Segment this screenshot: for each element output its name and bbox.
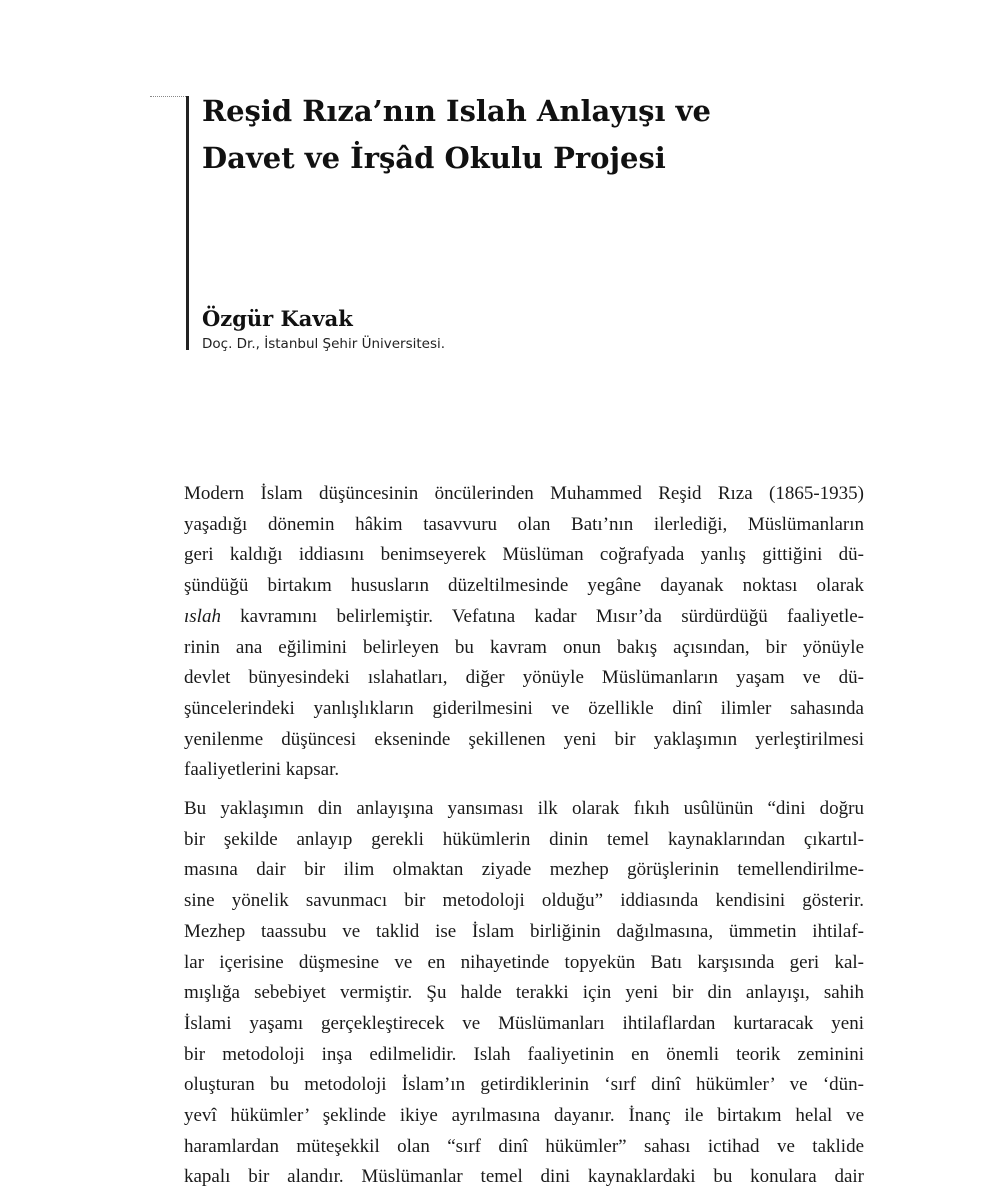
text-line: lar içerisine düşmesine ve en nihayetinde topyekün Batı karşısında geri kal- bbox=[184, 951, 864, 973]
text-fragment: kavramını belirlemiştir. Vefatına kadar Mısır’da sürdürdüğü faaliyetle- bbox=[220, 605, 864, 627]
text-line: bir metodoloji inşa edilmelidir. Islah faaliyetinin en önemli teorik zeminini bbox=[184, 1043, 864, 1065]
text-line: Bu yaklaşımın din anlayışına yansıması ilk olarak fıkıh usûlünün “dini doğru bbox=[184, 798, 864, 820]
text-line: haramlardan müteşekkil olan “sırf dinî hükümler” sahası ictihad ve taklide bbox=[184, 1135, 864, 1157]
text-line: masına dair bir ilim olmaktan ziyade mezhep görüşlerinin temellendirilme- bbox=[184, 859, 864, 881]
text-line: Modern İslam düşüncesinin öncülerinden Muhammed Reşid Rıza (1865-1935) bbox=[184, 483, 864, 504]
author-name: Özgür Kavak bbox=[202, 306, 353, 331]
text-line: bir şekilde anlayıp gerekli hükümlerin dinin temel kaynaklarından çıkartıl- bbox=[184, 828, 864, 850]
text-line: mışlığa sebebiyet vermiştir. Şu halde terakki için yeni bir din anlayışı, sahih bbox=[184, 982, 864, 1004]
article-title bbox=[202, 88, 842, 182]
title-side-rule bbox=[186, 96, 189, 350]
paragraph-1 bbox=[184, 479, 864, 786]
text-line: yaşadığı dönemin hâkim tasavvuru olan Batı’nın ilerlediği, Müslümanların bbox=[184, 513, 864, 535]
text-line: sine yönelik savunmacı bir metodoloji olduğu” iddiasında kendisini gösterir. bbox=[184, 890, 864, 912]
text-line: rinin ana eğilimini belirleyen bu kavram onun bakış açısından, bir yönüyle bbox=[184, 636, 864, 658]
text-line: yenilenme düşüncesi ekseninde şekillenen yeni bir yaklaşımın yerleştirilmesi bbox=[184, 728, 864, 750]
text-line: yevî hükümler’ şeklinde ikiye ayrılmasına dayanır. İnanç ile birtakım helal ve bbox=[184, 1105, 864, 1127]
text-line: şüncelerindeki yanlışlıkların giderilmesini ve özellikle dinî ilimler sahasında bbox=[184, 697, 864, 719]
title-line-1: Reşid Rıza’nın Islah Anlayışı ve bbox=[202, 94, 711, 128]
text-line: Mezhep taassubu ve taklid ise İslam birliğinin dağılmasına, ümmetin ihtilaf- bbox=[184, 920, 864, 942]
title-line-2: Davet ve İrşâd Okulu Projesi bbox=[202, 141, 666, 175]
italic-term: ıslah bbox=[184, 605, 221, 627]
text-line: İslami yaşamı gerçekleştirecek ve Müslümanları ihtilaflardan kurtaracak yeni bbox=[184, 1012, 864, 1034]
paragraph-2 bbox=[184, 794, 864, 1193]
text-line: oluşturan bu metodoloji İslam’ın getirdiklerinin ‘sırf dinî hükümler’ ve ‘dün- bbox=[184, 1074, 864, 1096]
text-line: kapalı bir alandır. Müslümanlar temel dini kaynaklardaki bu konulara dair bbox=[184, 1166, 864, 1188]
author-affiliation: Doç. Dr., İstanbul Şehir Üniversitesi. bbox=[202, 336, 446, 352]
text-line: şündüğü birtakım hususların düzeltilmesinde yegâne dayanak noktası olarak bbox=[184, 575, 864, 597]
article-body bbox=[184, 479, 864, 1201]
text-line: devlet bünyesindeki ıslahatları, diğer yönüyle Müslümanların yaşam ve dü- bbox=[184, 667, 864, 689]
author-block bbox=[202, 304, 445, 354]
text-line: geri kaldığı iddiasını benimseyerek Müslüman coğrafyada yanlış gittiğini dü- bbox=[184, 544, 864, 566]
scan-artifact-line bbox=[150, 96, 186, 98]
text-line: faaliyetlerini kapsar. bbox=[184, 759, 340, 781]
text-line bbox=[184, 602, 864, 633]
